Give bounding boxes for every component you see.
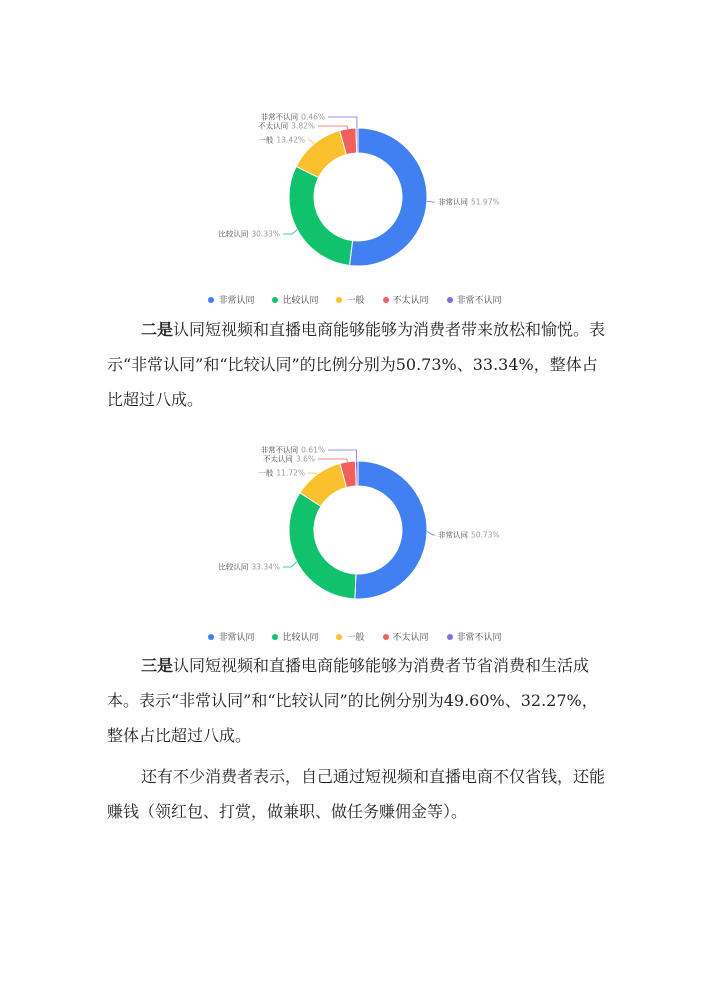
- chart-2-leader-very-agree: [427, 532, 435, 535]
- legend-label: 非常认同: [218, 633, 255, 643]
- donut-chart-2-svg: [195, 443, 515, 643]
- legend-dot-icon: [208, 634, 214, 640]
- chart-1-leader-very-agree: [427, 201, 435, 202]
- legend-dot-icon: [272, 297, 278, 303]
- donut-chart-2: [195, 443, 515, 643]
- paragraph-2-text: 认同短视频和直播电商能够能够为消费者带来放松和愉悦。表示“非常认同”和“比较认同”的比例分别为50.73%、33.34%，整体占比超过八成。: [107, 320, 606, 409]
- donut-chart-1-svg: [195, 110, 515, 310]
- chart-1-leader-disagree: [318, 126, 348, 129]
- legend-label: 一般: [346, 296, 365, 306]
- paragraph-2: [107, 312, 607, 417]
- chart-2-slice-very-agree: [355, 461, 427, 599]
- legend-label: 非常认同: [218, 296, 255, 306]
- chart-1-leader-agree: [283, 230, 297, 234]
- chart-2-legend-disagree[interactable]: [383, 630, 429, 643]
- paragraph-3-lead: 三是: [141, 656, 174, 675]
- chart-2-slice-agree: [289, 493, 356, 599]
- chart-1-legend-disagree[interactable]: [383, 293, 429, 306]
- paragraph-2-lead: 二是: [141, 320, 174, 339]
- chart-2-legend-very-agree[interactable]: [208, 630, 254, 643]
- chart-1-label-very-disagree: 非常不认同 0.46%: [260, 112, 325, 122]
- legend-label: 一般: [346, 633, 365, 643]
- chart-1-legend-very-disagree[interactable]: [447, 293, 502, 306]
- legend-dot-icon: [208, 297, 214, 303]
- chart-1-legend-neutral[interactable]: [336, 293, 364, 306]
- chart-2-label-agree: 比较认同 33.34%: [218, 562, 280, 572]
- chart-2-label-disagree: 不太认同 3.6%: [262, 454, 315, 464]
- chart-1-label-agree: 比较认同 30.33%: [218, 229, 280, 239]
- legend-dot-icon: [383, 634, 389, 640]
- legend-dot-icon: [447, 297, 453, 303]
- legend-label: 非常不认同: [456, 633, 502, 643]
- chart-2-label-neutral: 一般 11.72%: [258, 468, 305, 478]
- chart-2-label-very-agree: 非常认同 50.73%: [438, 530, 500, 540]
- legend-label: 比较认同: [282, 633, 319, 643]
- chart-1-label-neutral: 一般 13.42%: [258, 135, 305, 145]
- legend-dot-icon: [336, 297, 342, 303]
- chart-2-label-very-disagree: 非常不认同 0.61%: [260, 445, 325, 455]
- chart-1-slice-very-disagree: [356, 128, 358, 153]
- donut-chart-1: [195, 110, 515, 310]
- chart-1-legend: [0, 293, 710, 306]
- chart-2-leader-neutral: [308, 473, 317, 474]
- chart-1-slice-very-agree: [349, 128, 427, 266]
- chart-2-leader-disagree: [318, 459, 348, 462]
- chart-2-leader-agree: [283, 562, 297, 567]
- paragraph-3: [107, 648, 607, 753]
- paragraph-4: [107, 759, 607, 829]
- legend-label: 不太认同: [392, 633, 429, 643]
- paragraph-4-text: 还有不少消费者表示，自己通过短视频和直播电商不仅省钱，还能赚钱（领红包、打赏，做兼职、做任务赚佣金等）。: [107, 767, 606, 821]
- chart-2-legend: [0, 630, 710, 643]
- chart-2-legend-very-disagree[interactable]: [447, 630, 502, 643]
- legend-label: 比较认同: [282, 296, 319, 306]
- legend-label: 非常不认同: [456, 296, 502, 306]
- chart-1-leader-neutral: [308, 140, 314, 144]
- chart-1-label-disagree: 不太认同 3.82%: [258, 121, 315, 131]
- chart-2-legend-neutral[interactable]: [336, 630, 364, 643]
- chart-1-legend-very-agree[interactable]: [208, 293, 254, 306]
- legend-dot-icon: [447, 634, 453, 640]
- paragraph-3-text: 认同短视频和直播电商能够能够为消费者节省消费和生活成本。表示“非常认同”和“比较认同”的比例分别为49.60%、32.27%，整体占比超过八成。: [107, 656, 598, 745]
- legend-label: 不太认同: [392, 296, 429, 306]
- chart-2-slice-very-disagree: [355, 461, 358, 486]
- chart-2-legend-agree[interactable]: [272, 630, 318, 643]
- chart-1-label-very-agree: 非常认同 51.97%: [438, 197, 500, 207]
- chart-1-slice-agree: [289, 166, 353, 265]
- legend-dot-icon: [383, 297, 389, 303]
- legend-dot-icon: [336, 634, 342, 640]
- legend-dot-icon: [272, 634, 278, 640]
- chart-1-legend-agree[interactable]: [272, 293, 318, 306]
